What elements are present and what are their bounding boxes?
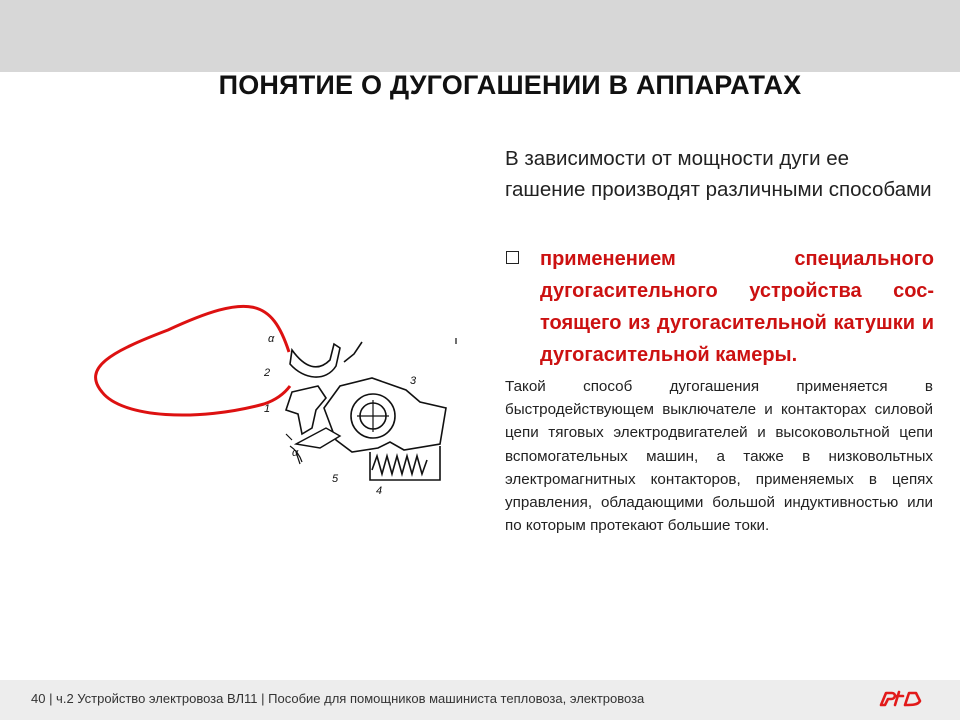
label-5: 5 (332, 473, 339, 485)
header-band (0, 0, 960, 72)
page-title: ПОНЯТИЕ О ДУГОГАШЕНИИ В АППАРАТАХ (218, 70, 802, 100)
bullet-item (506, 243, 934, 371)
checkbox-bullet-icon (506, 251, 519, 264)
label-4: 4 (376, 485, 383, 497)
arc-chute-diagram (90, 300, 470, 510)
electric-arc (96, 306, 290, 415)
bullet-text: применением специального дугогасительного устройства состоящего из дугогасительной катушки и дугогасительной камеры. (540, 248, 934, 366)
label-alpha-top: α (268, 333, 275, 345)
moving-contact (286, 386, 326, 434)
contact-horn (344, 342, 362, 362)
label-1: 1 (264, 403, 271, 415)
rzd-logo-icon (878, 688, 924, 710)
label-3: 3 (410, 375, 417, 387)
upper-contact (290, 344, 340, 377)
body-paragraph: Такой способ дугогашения применяется в быстродействующем выключателе и контакторах силовой цепи тяговых электродвигателей и высоковольтной цепи вспомогательных машин, а также в низковольтных электромагнитных контакторов, применяемых в цепях управления, обладающими большой индуктивностью или по которым протекают большие токи. (505, 378, 933, 535)
footer-bar (0, 680, 960, 720)
label-alpha-bottom: α (292, 447, 299, 459)
spring (372, 456, 427, 474)
label-2: 2 (264, 367, 271, 379)
intro-paragraph: В зависимости от мощности дуги ее гашение производят различными способами (505, 147, 932, 201)
footer-text: 40 | ч.2 Устройство электровоза ВЛ11 | Пособие для помощников машиниста тепловоза, электровоза (31, 691, 645, 706)
